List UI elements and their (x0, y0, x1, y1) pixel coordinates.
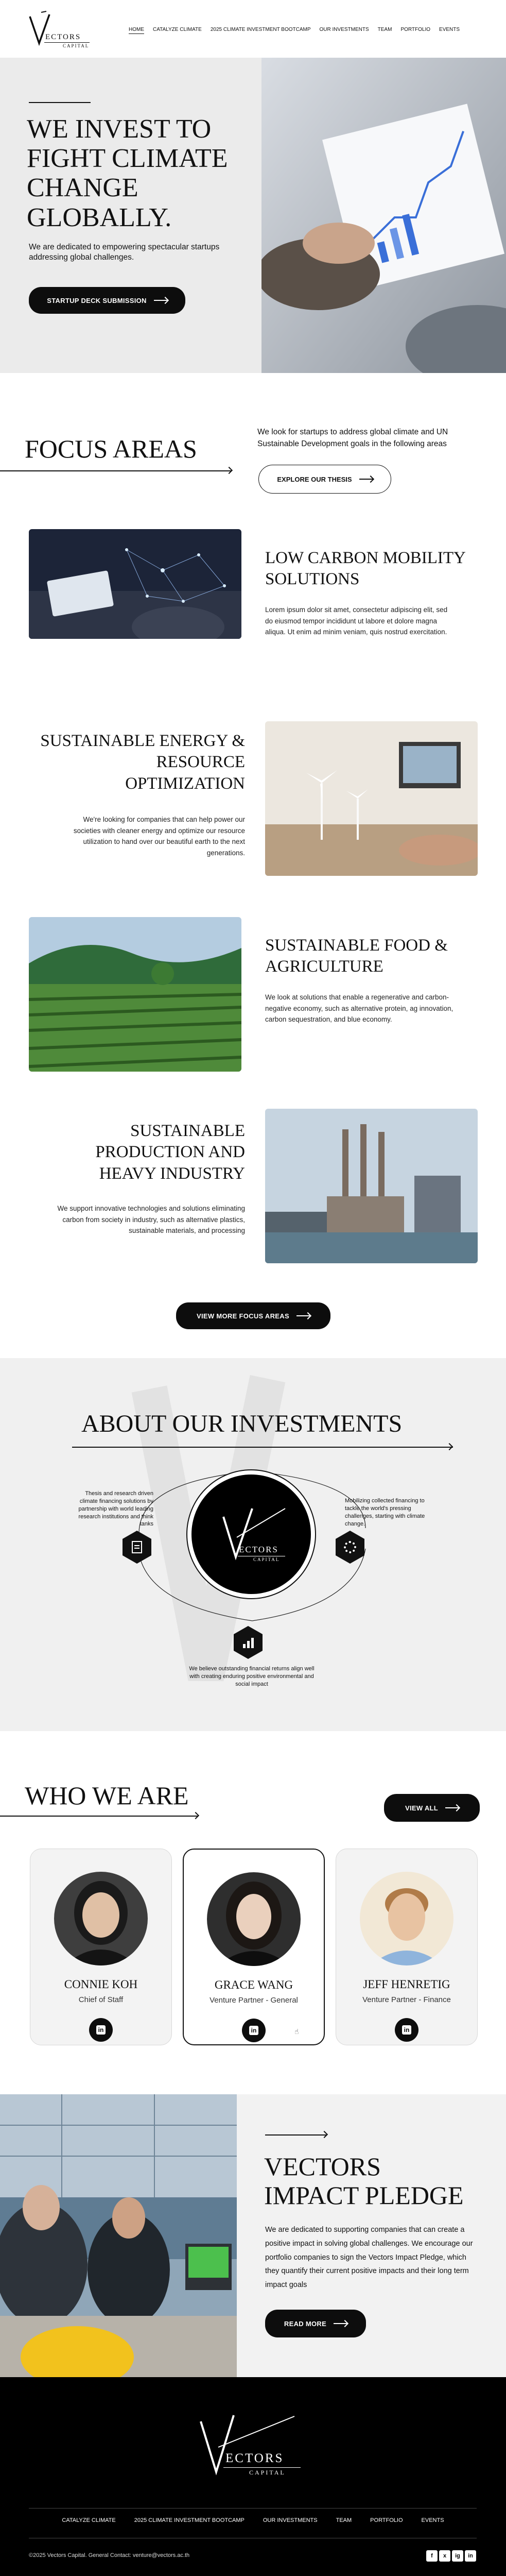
facebook-icon[interactable]: f (426, 2550, 438, 2562)
pledge-text: We are dedicated to supporting companies that can create a positive impact in solving global challenges. We encourage our portfolio companies to sign the Vectors Impact Pledge, which they quantify their current positive impacts and their long term impact goals (265, 2226, 473, 2290)
arrow-right-icon (445, 1807, 459, 1808)
about-logo-sub: CAPITAL (253, 1557, 280, 1562)
avatar (54, 1872, 148, 1965)
logo-underline (44, 42, 90, 43)
focus-title-arrowhead (225, 467, 233, 474)
view-more-focus-label: VIEW MORE FOCUS AREAS (197, 1312, 289, 1320)
view-all-team-button[interactable] (384, 1794, 480, 1822)
pledge-title: VECTORS IMPACT PLEDGE (264, 2152, 464, 2210)
about-title-line (72, 1447, 453, 1448)
focus-industry-text: We support innovative technologies and solutions eliminating carbon from society in industry, such as alternative plastics, sustainable materials, and processing (57, 1205, 245, 1235)
site-header (0, 0, 506, 58)
footer-nav-catalyze-climate[interactable]: CATALYZE CLIMATE (62, 2517, 116, 2523)
team-name: JEFF HENRETIG (363, 1978, 450, 1991)
focus-mobility-text: Lorem ipsum dolor sit amet, consectetur adipiscing elit, sed do eiusmod tempor incididunt ut labore et dolore magna aliqua. Ut enim ad minim veniam, quis nostrud exercitation. (265, 606, 448, 636)
linkedin-icon: in (249, 2026, 258, 2035)
read-more-button[interactable] (265, 2310, 366, 2337)
nav-team[interactable]: TEAM (377, 27, 392, 32)
focus-food-title: SUSTAINABLE FOOD & AGRICULTURE (265, 936, 448, 976)
site-footer (0, 2377, 506, 2576)
gear-icon (344, 1541, 356, 1553)
footer-nav-bootcamp[interactable]: 2025 CLIMATE INVESTMENT BOOTCAMP (134, 2517, 245, 2523)
focus-food-text: We look at solutions that enable a regenerative and carbon-negative economy, such as alternative protein, ag innovation, carbon sequestration, and blue economy. (265, 993, 453, 1024)
team-role: Venture Partner - Finance (362, 1995, 451, 2004)
x-icon[interactable]: x (439, 2550, 450, 2562)
footer-nav-our-investments[interactable]: OUR INVESTMENTS (263, 2517, 318, 2523)
startup-deck-button[interactable] (29, 287, 185, 314)
avatar (360, 1872, 453, 1965)
pledge-accent-arrowhead (321, 2131, 328, 2138)
focus-mobility-title: LOW CARBON MOBILITY SOLUTIONS (265, 549, 465, 589)
about-section (0, 1358, 506, 1731)
cursor-hand-icon: ☝ (294, 2027, 299, 2036)
team-card-jeff[interactable] (336, 1849, 478, 2045)
linkedin-button[interactable] (242, 2019, 266, 2042)
nav-portfolio[interactable]: PORTFOLIO (400, 27, 431, 32)
nav-our-investments[interactable]: OUR INVESTMENTS (319, 27, 369, 32)
focus-title-line (0, 470, 232, 471)
team-role: Venture Partner - General (210, 1996, 298, 2005)
pledge-accent-line (265, 2134, 327, 2136)
arrow-right-icon (359, 479, 373, 480)
arrow-right-icon (334, 2323, 347, 2324)
arrow-right-icon (154, 300, 167, 301)
impact-pledge-section (0, 2094, 506, 2377)
logo-sub: CAPITAL (63, 43, 90, 48)
view-more-focus-button[interactable] (176, 1302, 330, 1329)
hero-subtitle: We are dedicated to empowering spectacular startups addressing global challenges. (29, 243, 220, 262)
hero-accent-line (29, 102, 91, 103)
hero-image (261, 58, 506, 373)
about-center-logo (191, 1475, 311, 1594)
team-name: CONNIE KOH (64, 1978, 138, 1991)
who-title-arrowhead (192, 1812, 199, 1819)
footer-logo-underline (223, 2467, 301, 2468)
view-all-label: VIEW ALL (405, 1804, 439, 1812)
who-title-line (0, 1816, 198, 1817)
read-more-label: READ MORE (284, 2319, 327, 2328)
footer-logo-word: ECTORS (225, 2451, 284, 2465)
footer-nav (0, 2517, 506, 2523)
focus-industry-image (265, 1109, 478, 1263)
main-nav (129, 27, 468, 34)
pledge-image (0, 2094, 237, 2377)
footer-nav-events[interactable]: EVENTS (421, 2517, 444, 2523)
focus-areas-title: FOCUS AREAS (25, 434, 197, 463)
nav-bootcamp[interactable]: 2025 CLIMATE INVESTMENT BOOTCAMP (210, 27, 311, 32)
footer-nav-team[interactable]: TEAM (336, 2517, 352, 2523)
team-card-connie[interactable] (30, 1849, 172, 2045)
copyright-text: ©2025 Vectors Capital. General Contact: venture@vectors.ac.th (29, 2552, 190, 2558)
explore-thesis-button[interactable] (258, 465, 391, 494)
logo-word: ECTORS (45, 33, 81, 41)
footer-logo-sub: CAPITAL (249, 2469, 286, 2476)
about-title-arrowhead (446, 1443, 453, 1450)
focus-food-image (29, 917, 241, 1072)
linkedin-icon[interactable]: in (465, 2550, 476, 2562)
about-title: ABOUT OUR INVESTMENTS (81, 1410, 403, 1437)
site-logo[interactable] (26, 9, 98, 50)
team-card-grace[interactable] (183, 1849, 325, 2045)
avatar (207, 1872, 301, 1966)
explore-thesis-label: EXPLORE OUR THESIS (277, 475, 352, 483)
footer-divider (29, 2508, 477, 2509)
nav-catalyze-climate[interactable]: CATALYZE CLIMATE (153, 27, 202, 32)
focus-mobility-image (29, 529, 241, 639)
startup-deck-label: STARTUP DECK SUBMISSION (47, 296, 147, 304)
footer-logo[interactable] (191, 2408, 315, 2480)
who-we-are-title: WHO WE ARE (25, 1781, 189, 1810)
about-right-text: Mobilizing collected financing to tackle the world's pressing challenges, starting with climate change. (345, 1498, 425, 1527)
hero-section (0, 58, 506, 373)
focus-energy-text: We're looking for companies that can help power our societies with cleaner energy and optimize our resource utilization to hand over our beautiful earth to the next generations. (73, 816, 245, 857)
focus-intro-text: We look for startups to address global climate and UN Sustainable Development goals in the following areas (257, 428, 448, 449)
footer-nav-portfolio[interactable]: PORTFOLIO (370, 2517, 403, 2523)
document-icon (132, 1541, 142, 1553)
about-logo-word: ECTORS (239, 1545, 278, 1554)
about-left-text: Thesis and research driven climate financing solutions by partnership with world leading research institutions and think tanks (78, 1490, 153, 1528)
arrow-right-icon (296, 1315, 310, 1316)
team-role: Chief of Staff (78, 1995, 124, 2004)
instagram-icon[interactable]: ig (452, 2550, 463, 2562)
nav-home[interactable]: HOME (129, 27, 144, 34)
linkedin-button[interactable] (89, 2018, 113, 2042)
linkedin-icon: in (402, 2025, 411, 2035)
focus-energy-image (265, 721, 478, 876)
linkedin-icon: in (96, 2025, 106, 2035)
about-bottom-text: We believe outstanding financial returns align well with creating enduring positive environmental and social impact (189, 1666, 315, 1687)
focus-energy-title: SUSTAINABLE ENERGY & RESOURCE OPTIMIZATION (40, 732, 245, 793)
bar-chart-icon (243, 1637, 254, 1648)
hero-title: WE INVEST TO FIGHT CLIMATE CHANGE GLOBALLY. (27, 114, 228, 232)
focus-industry-title: SUSTAINABLE PRODUCTION AND HEAVY INDUSTRY (95, 1122, 245, 1183)
team-name: GRACE WANG (214, 1978, 293, 1991)
linkedin-button[interactable] (395, 2018, 418, 2042)
nav-events[interactable]: EVENTS (439, 27, 460, 32)
